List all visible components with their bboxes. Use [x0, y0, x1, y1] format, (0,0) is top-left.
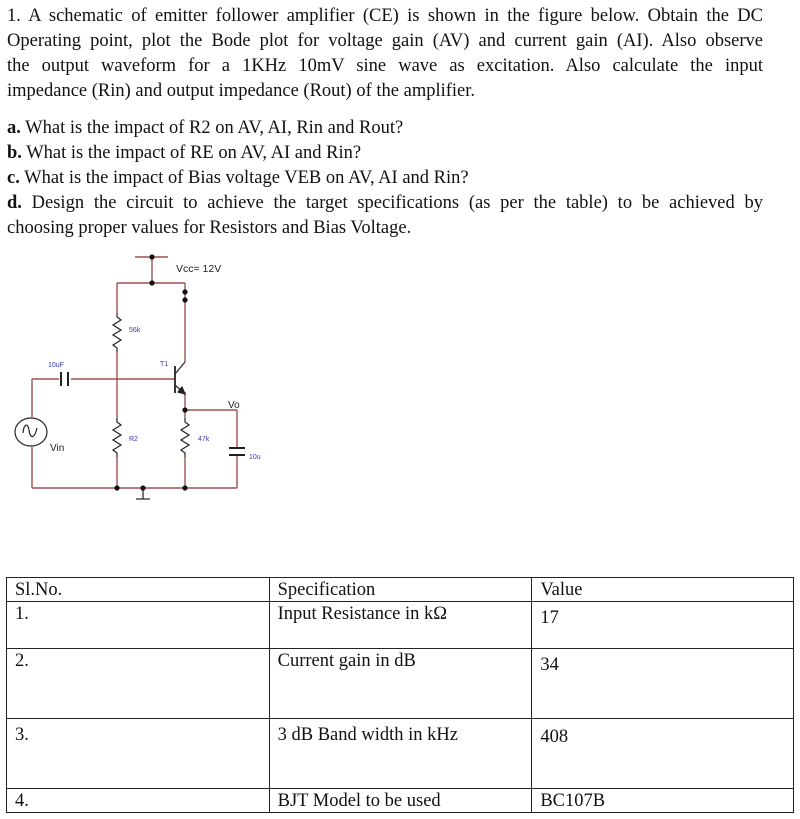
r2-label: R2 [129, 436, 138, 443]
question-d-text: Design the circuit to achieve the target specifications (as per the table) to be achieved by [21, 193, 763, 213]
emitter-follower-schematic [0, 245, 300, 510]
problem-statement [7, 4, 763, 104]
intro-line-2: Operating point, plot the Bode plot for voltage gain (AV) and current gain (AI). Also observe [7, 31, 763, 51]
intro-line-1: 1. A schematic of emitter follower amplifier (CE) is shown in the figure below. Obtain the DC [7, 6, 763, 26]
vcc-label: Vcc= 12V [176, 263, 222, 275]
npn-transistor-icon [175, 362, 185, 394]
vin-label: Vin [50, 443, 65, 454]
question-a-label: a. [7, 118, 21, 138]
intro-line-3: the output waveform for a 1KHz 10mV sine wave as excitation. Also calculate the input [7, 56, 763, 76]
row-value: 17 [532, 602, 794, 649]
target-spec-table [6, 577, 794, 813]
question-b [7, 141, 763, 166]
row-spec: BJT Model to be used [269, 789, 532, 813]
table-row [7, 789, 794, 813]
question-d-label: d. [7, 193, 22, 213]
output-cap-label: 10u [249, 454, 261, 461]
question-c-label: c. [7, 168, 20, 188]
question-d-continuation: choosing proper values for Resistors and Bias Voltage. [7, 218, 412, 238]
question-a [7, 116, 763, 141]
resistor-re-icon [181, 418, 189, 457]
output-label: Vo [228, 400, 240, 411]
question-d [7, 191, 763, 216]
transistor-label: T1 [160, 361, 169, 368]
header-specification: Specification [269, 578, 532, 602]
table-row [7, 602, 794, 649]
question-c-text: What is the impact of Bias voltage VEB on AV, AI and Rin? [19, 168, 469, 188]
header-value: Value [532, 578, 794, 602]
input-cap-label: 10uF [48, 362, 64, 369]
ac-source-icon [15, 418, 47, 446]
input-capacitor-icon [61, 372, 68, 386]
resistor-r1-icon [113, 313, 121, 352]
question-c [7, 166, 763, 191]
re-value-label: 47k [198, 436, 210, 443]
row-value: 408 [532, 719, 794, 789]
row-value: BC107B [532, 789, 794, 813]
r1-value-label: 56k [129, 327, 141, 334]
row-number: 2. [7, 649, 270, 719]
question-b-text: What is the impact of RE on AV, AI and Rin? [21, 143, 362, 163]
resistor-r2-icon [113, 418, 121, 457]
table-header-row [7, 578, 794, 602]
question-list [7, 116, 763, 241]
table-row [7, 649, 794, 719]
intro-line-4: impedance (Rin) and output impedance (Rout) of the amplifier. [7, 81, 476, 101]
question-b-label: b. [7, 143, 22, 163]
row-number: 1. [7, 602, 270, 649]
row-spec: Current gain in dB [269, 649, 532, 719]
row-spec: Input Resistance in kΩ [269, 602, 532, 649]
output-capacitor-icon [229, 448, 245, 455]
row-number: 3. [7, 719, 270, 789]
row-value: 34 [532, 649, 794, 719]
row-number: 4. [7, 789, 270, 813]
question-a-text: What is the impact of R2 on AV, AI, Rin and Rout? [20, 118, 404, 138]
table-row [7, 719, 794, 789]
row-spec: 3 dB Band width in kHz [269, 719, 532, 789]
header-sl-no: Sl.No. [7, 578, 270, 602]
